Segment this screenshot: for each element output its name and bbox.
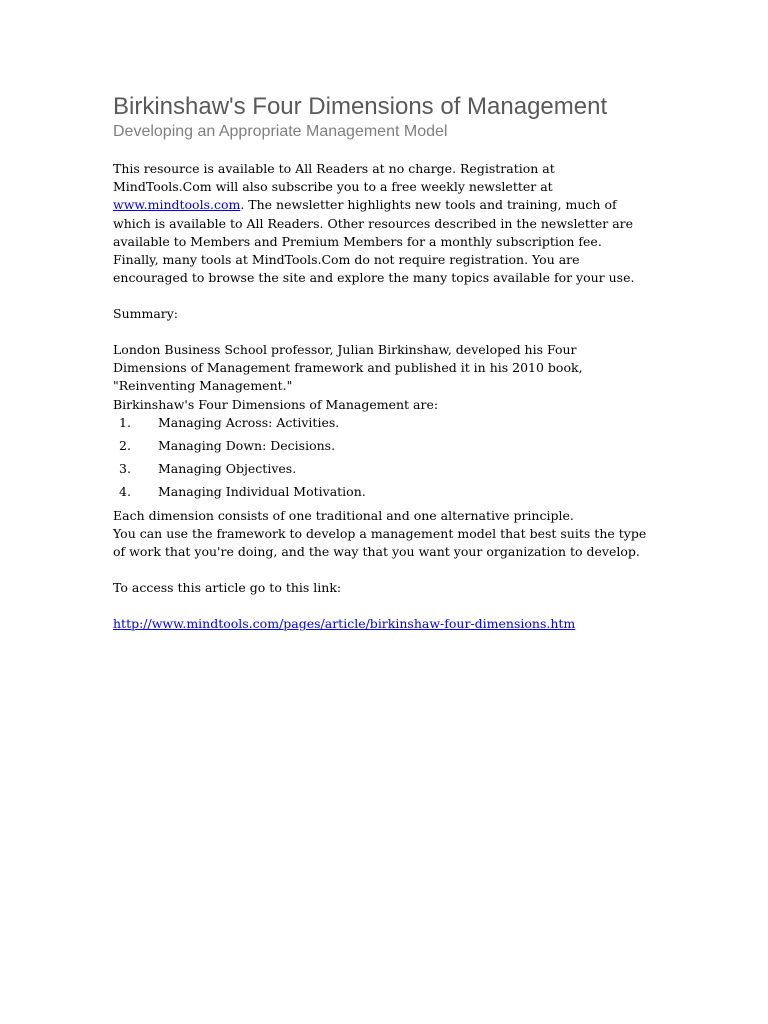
closing-paragraph <box>113 507 658 562</box>
intro-line: MindTools.Com will also subscribe you to a free weekly newsletter at <box>113 179 553 195</box>
intro-line: which is available to All Readers. Other resources described in the newsletter are <box>113 215 634 231</box>
list-number: 2. <box>119 438 131 453</box>
summary-line: "Reinventing Management." <box>113 378 293 394</box>
access-paragraph <box>113 579 658 597</box>
document-title: Birkinshaw's Four Dimensions of Management <box>113 93 608 120</box>
list-number: 4. <box>119 484 131 499</box>
summary-heading: Summary: <box>113 306 179 321</box>
list-text: Managing Objectives. <box>158 461 297 476</box>
document-subtitle: Developing an Appropriate Management Model <box>113 123 448 140</box>
mindtools-home-link[interactable]: www.mindtools.com <box>113 197 241 213</box>
list-text: Managing Across: Activities. <box>158 415 340 430</box>
closing-line: Each dimension consists of one traditional and one alternative principle. <box>113 508 574 523</box>
closing-line: of work that you're doing, and the way that you want your organization to develop. <box>113 544 640 560</box>
article-link-paragraph <box>113 615 658 633</box>
intro-line: Finally, many tools at MindTools.Com do not require registration. You are <box>113 252 580 268</box>
intro-paragraph <box>113 160 658 287</box>
closing-line: You can use the framework to develop a management model that best suits the type <box>113 526 647 542</box>
access-text: To access this article go to this link: <box>113 580 342 595</box>
list-number: 1. <box>119 415 131 430</box>
summary-line: Dimensions of Management framework and published it in his 2010 book, <box>113 360 583 376</box>
list-number: 3. <box>119 461 131 476</box>
list-text: Managing Down: Decisions. <box>158 438 336 453</box>
summary-label <box>113 305 658 323</box>
summary-line: London Business School professor, Julian Birkinshaw, developed his Four <box>113 342 577 357</box>
intro-line <box>113 196 658 214</box>
intro-line: This resource is available to All Readers at no charge. Registration at <box>113 161 555 176</box>
intro-line-rest: . The newsletter highlights new tools and training, much of <box>240 197 617 213</box>
intro-line: available to Members and Premium Members for a monthly subscription fee. <box>113 233 602 249</box>
summary-line: Birkinshaw's Four Dimensions of Management are: <box>113 396 439 412</box>
article-link[interactable]: http://www.mindtools.com/pages/article/birkinshaw-four-dimensions.htm <box>113 616 576 631</box>
summary-paragraph <box>113 341 658 414</box>
intro-line: encouraged to browse the site and explore the many topics available for your use. <box>113 270 635 286</box>
list-text: Managing Individual Motivation. <box>158 484 366 499</box>
